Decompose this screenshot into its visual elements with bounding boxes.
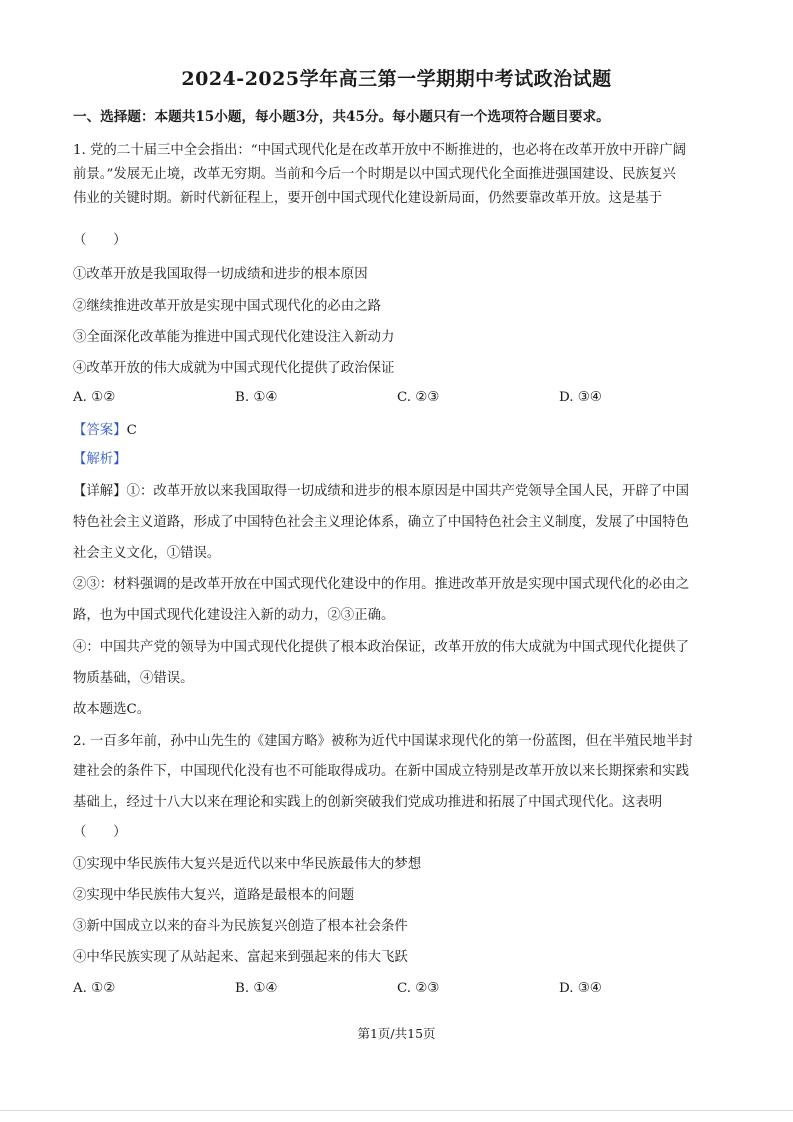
- q1-stem-line: 伟业的关键时期。新时代新征程上，要开创中国式现代化建设新局面，仍然要靠改革开放。这是基于: [73, 191, 663, 206]
- q2-options: [73, 980, 725, 998]
- q2-stem-line: 2. 一百多年前，孙中山先生的《建国方略》被称为近代中国谋求现代化的第一份蓝图，但在半殖民地半封: [73, 734, 693, 749]
- q1-option-a: A. ①②: [73, 390, 116, 405]
- q1-explanation-line: ④：中国共产党的领导为中国式现代化提供了根本政治保证，改革开放的伟大成就为中国式现代化提供了: [73, 640, 689, 655]
- q1-stem-line: 1. 党的二十届三中全会指出：“中国式现代化是在改革开放中不断推进的，也必将在改革开放中开辟广阔: [73, 143, 687, 158]
- q1-answer: [73, 422, 725, 440]
- q2-item: ③新中国成立以来的奋斗为民族复兴创造了根本社会条件: [73, 919, 408, 934]
- section-heading: 一、选择题：本题共15小题，每小题3分，共45分。每小题只有一个选项符合题目要求。: [73, 109, 610, 125]
- q1-explanation-line: 社会主义文化，①错误。: [73, 546, 221, 561]
- q2-stem-line: 基础上，经过十八大以来在理论和实践上的创新突破我们党成功推进和拓展了中国式现代化。这表明: [73, 795, 663, 810]
- q1-option-d: D. ③④: [559, 390, 602, 405]
- q2-option-d: D. ③④: [559, 981, 602, 996]
- q1-explanation-line: 物质基础，④错误。: [73, 671, 194, 686]
- page-divider: [0, 1110, 793, 1111]
- q1-conclusion: 故本题选C。: [73, 702, 151, 717]
- q1-item: ①改革开放是我国取得一切成绩和进步的根本原因: [73, 267, 368, 282]
- page-title: 2024-2025学年高三第一学期期中考试政治试题: [181, 68, 612, 90]
- q1-explanation-line: ②③：材料强调的是改革开放在中国式现代化建设中的作用。推进改革开放是实现中国式现代化的必由之: [73, 577, 689, 592]
- q2-item: ②实现中华民族伟大复兴，道路是最根本的问题: [73, 888, 355, 903]
- q2-option-a: A. ①②: [73, 981, 116, 996]
- q1-explanation-line: 路，也为中国式现代化建设注入新的动力，②③正确。: [73, 608, 395, 623]
- q2-item: ④中华民族实现了从站起来、富起来到强起来的伟大飞跃: [73, 950, 408, 965]
- q2-answer-blank: （ ）: [73, 825, 127, 840]
- analysis-tag: 【解析】: [73, 452, 127, 467]
- q2-stem-line: 建社会的条件下，中国现代化没有也不可能取得成功。在新中国成立特别是改革开放以来长期探索和实践: [73, 764, 689, 779]
- q1-options: [73, 389, 725, 407]
- q1-item: ②继续推进改革开放是实现中国式现代化的必由之路: [73, 299, 381, 314]
- q1-analysis-heading: [73, 451, 725, 469]
- q2-option-c: C. ②③: [397, 981, 440, 996]
- q1-stem-line: 前景。”发展无止境，改革无穷期。当前和今后一个时期是以中国式现代化全面推进强国建设、民族复兴: [73, 167, 676, 182]
- q2-item: ①实现中华民族伟大复兴是近代以来中华民族最伟大的梦想: [73, 857, 422, 872]
- q1-item: ④改革开放的伟大成就为中国式现代化提供了政治保证: [73, 361, 395, 376]
- q1-explanation-line: 【详解】①：改革开放以来我国取得一切成绩和进步的根本原因是中国共产党领导全国人民，开辟了中国: [73, 484, 689, 499]
- q1-option-c: C. ②③: [397, 390, 440, 405]
- q1-answer-blank: （ ）: [73, 233, 127, 248]
- answer-value: C: [126, 423, 137, 438]
- q1-item: ③全面深化改革能为推进中国式现代化建设注入新动力: [73, 330, 395, 345]
- page-number: 第1页/共15页: [357, 1026, 436, 1041]
- q2-option-b: B. ①④: [235, 981, 278, 996]
- answer-tag: 【答案】: [73, 423, 127, 438]
- q1-option-b: B. ①④: [235, 390, 278, 405]
- q1-explanation-line: 特色社会主义道路，形成了中国特色社会主义理论体系，确立了中国特色社会主义制度，发展了中国特色: [73, 515, 689, 530]
